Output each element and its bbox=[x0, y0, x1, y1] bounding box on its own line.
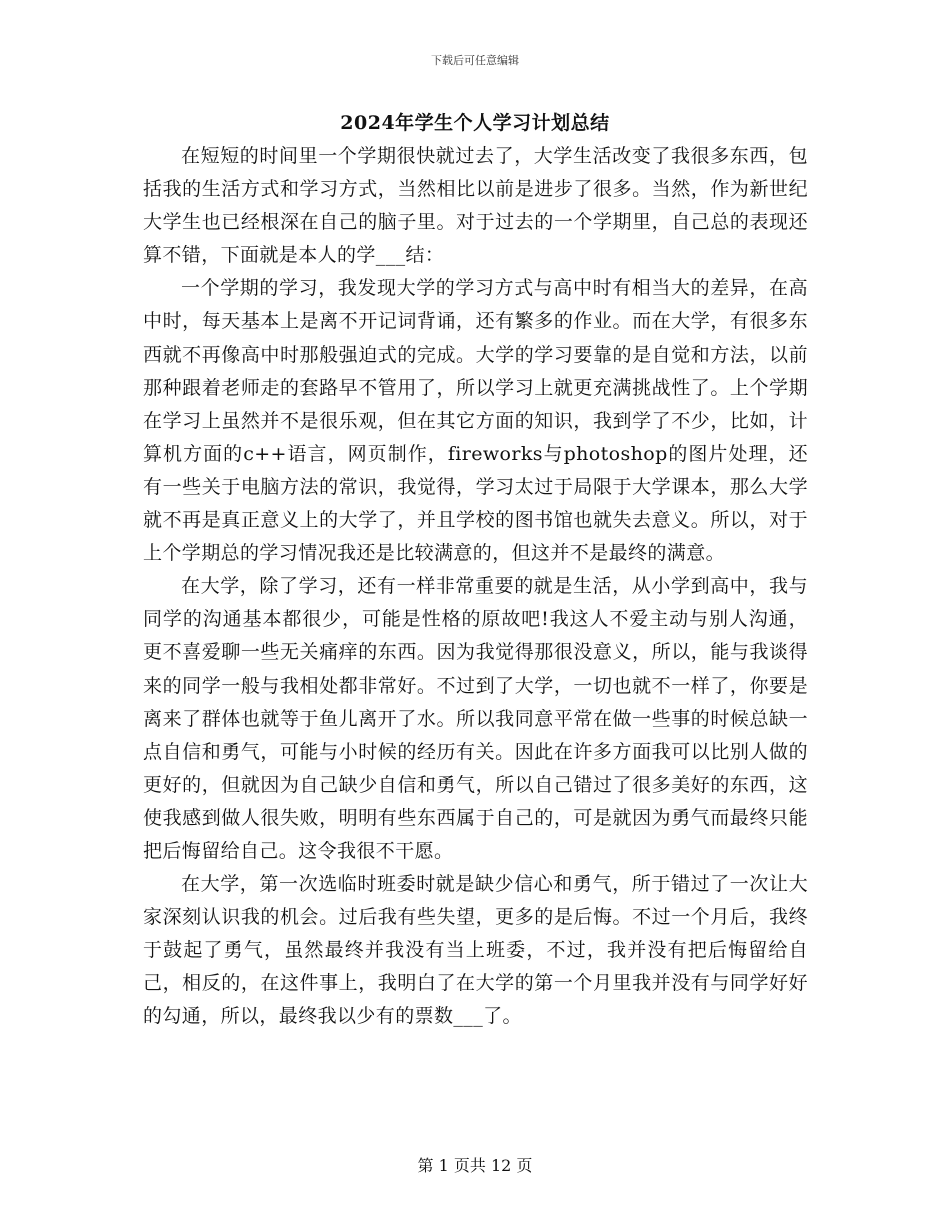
document-title: 2024年学生个人学习计划总结 bbox=[340, 112, 610, 134]
paragraph-2: 一个学期的学习，我发现大学的学习方式与高中时有相当大的差异，在高中时，每天基本上是离不开记词背诵，还有繁多的作业。而在大学，有很多东西就不再像高中时那般强迫式的完成。大学的学习要靠的是自觉和方法，以前那种跟着老师走的套路早不管用了，所以学习上就更充满挑战性了。上个学期在学习上虽然并不是很乐观，但在其它方面的知识，我到学了不少，比如，计算机方面的c++语言，网页制作，fireworks与photoshop的图片处理，还有一些关于电脑方法的常识，我觉得，学习太过于局限于大学课本，那么大学就不再是真正意义上的大学了，并且学校的图书馆也就失去意义。所以，对于上个学期总的学习情况我还是比较满意的，但这并不是最终的满意。 bbox=[143, 277, 808, 565]
paragraph-1: 在短短的时间里一个学期很快就过去了，大学生活改变了我很多东西，包括我的生活方式和学习方式，当然相比以前是进步了很多。当然，作为新世纪大学生也已经根深在自己的脑子里。对于过去的一个学期里，自己总的表现还算不错，下面就是本人的学___结： bbox=[143, 145, 808, 267]
document-body bbox=[143, 140, 808, 1034]
header-note: 下载后可任意编辑 bbox=[431, 54, 519, 67]
page-number-footer: 第 1 页共 12 页 bbox=[417, 1156, 533, 1175]
paragraph-3: 在大学，除了学习，还有一样非常重要的就是生活，从小学到高中，我与同学的沟通基本都很少，可能是性格的原故吧!我这人不爱主动与别人沟通，更不喜爱聊一些无关痛痒的东西。因为我觉得那很没意义，所以，能与我谈得来的同学一般与我相处都非常好。不过到了大学，一切也就不一样了，你要是离来了群体也就等于鱼儿离开了水。所以我同意平常在做一些事的时候总缺一点自信和勇气，可能与小时候的经历有关。因此在许多方面我可以比别人做的更好的，但就因为自己缺少自信和勇气，所以自己错过了很多美好的东西，这使我感到做人很失败，明明有些东西属于自己的，可是就因为勇气而最终只能把后悔留给自己。这令我很不干愿。 bbox=[143, 575, 808, 862]
paragraph-4: 在大学，第一次选临时班委时就是缺少信心和勇气，所于错过了一次让大家深刻认识我的机会。过后我有些失望，更多的是后悔。不过一个月后，我终于鼓起了勇气，虽然最终并我没有当上班委，不过，我并没有把后悔留给自己，相反的，在这件事上，我明白了在大学的第一个月里我并没有与同学好好的勾通，所以，最终我以少有的票数___了。 bbox=[143, 873, 808, 1028]
